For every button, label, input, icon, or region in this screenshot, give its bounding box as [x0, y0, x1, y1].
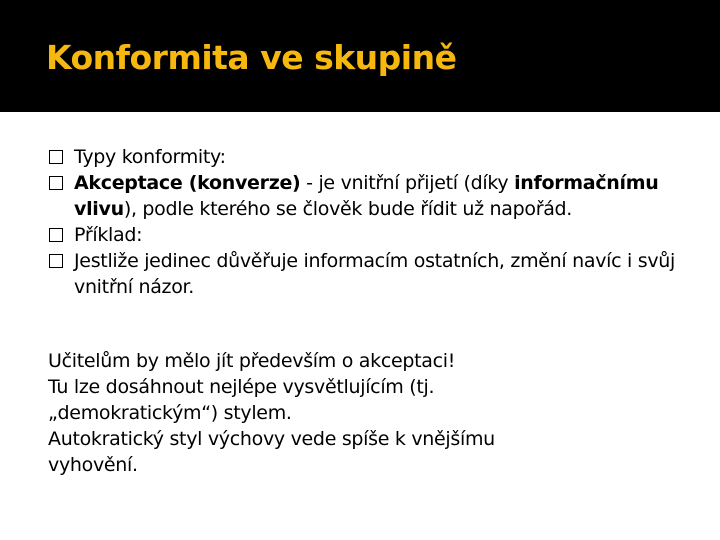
square-bullet-icon — [49, 228, 63, 242]
bullet-list — [48, 144, 688, 300]
title-bar — [0, 0, 720, 112]
bullet-item-example — [48, 222, 688, 248]
bullet-text: Jestliže jedinec důvěřuje informacím ostatních, změní navíc i svůj vnitřní názor. — [74, 250, 676, 298]
paragraph-line: vyhovění. — [48, 454, 138, 476]
square-bullet-icon — [49, 254, 63, 268]
bullet-text: - je vnitřní přijetí (díky — [300, 172, 515, 194]
bullet-item-example-detail — [48, 248, 688, 300]
bullet-term-informational-influence: informačnímu vlivu — [74, 172, 659, 220]
bullet-text: Typy konformity: — [74, 146, 226, 168]
paragraph-line: Autokratický styl výchovy vede spíše k vnějšímu — [48, 428, 495, 450]
bullet-term-acceptance: Akceptace (konverze) — [74, 172, 301, 194]
bullet-item-acceptance — [48, 170, 688, 222]
square-bullet-icon — [49, 176, 63, 190]
conclusion-paragraph — [48, 348, 688, 478]
bullet-text: ), podle kterého se člověk bude řídit už napořád. — [123, 198, 573, 220]
paragraph-line: „demokratickým“) stylem. — [48, 402, 292, 424]
bullet-item-types — [48, 144, 688, 170]
bullet-text: Příklad: — [74, 224, 143, 246]
square-bullet-icon — [49, 150, 63, 164]
paragraph-line: Tu lze dosáhnout nejlépe vysvětlujícím (tj. — [48, 376, 435, 398]
slide-title: Konformita ve skupině — [46, 38, 457, 77]
paragraph-line: Učitelům by mělo jít především o akceptaci! — [48, 350, 456, 372]
